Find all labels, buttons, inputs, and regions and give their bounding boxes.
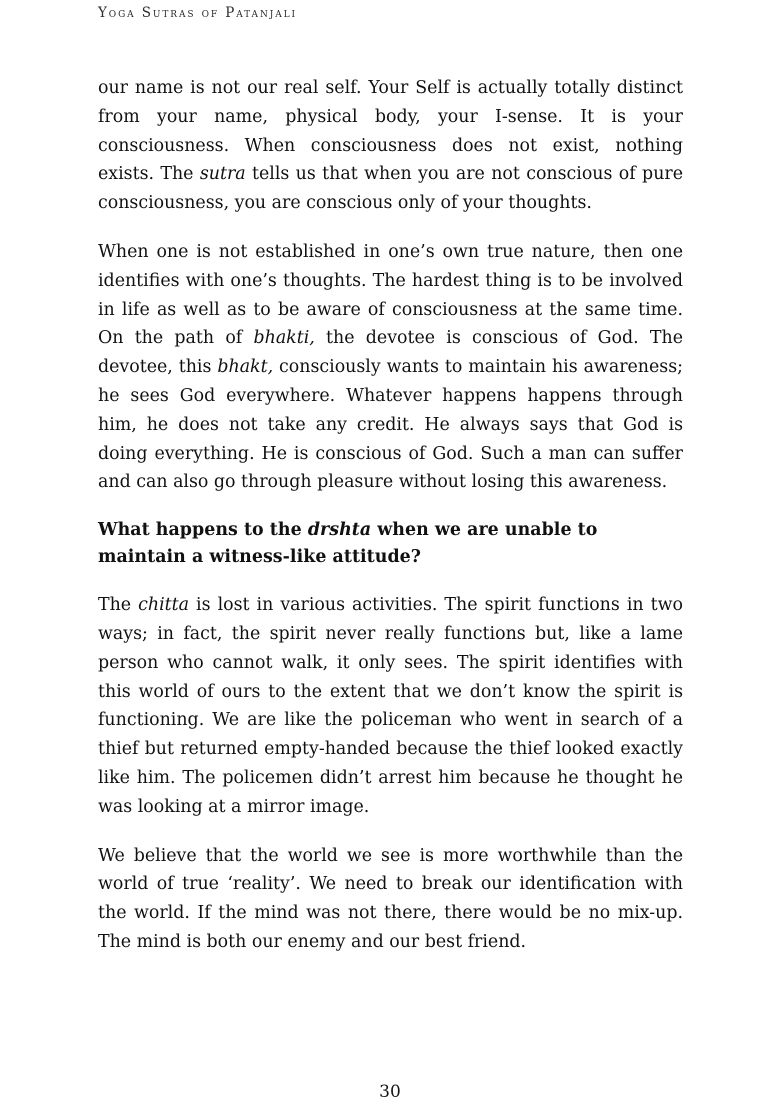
- paragraph-2-text-part-2: the devotee is conscious of God. The devotee, this: [98, 328, 683, 378]
- paragraph-1: [98, 74, 683, 218]
- paragraph-2-italic-bhakt: bhakt,: [217, 357, 274, 378]
- heading-text-part-2: when we are unable to maintain a witness-like attitude?: [98, 520, 598, 568]
- paragraph-3-text-part-1: The: [98, 595, 139, 616]
- paragraph-3: [98, 591, 683, 821]
- paragraph-2-text-part-3: consciously wants to maintain his awareness; he sees God everywhere. Whatever happens happens through him, he does not take any credit. He always says that God is doing everything. He is conscious of God. Such a man can suffer and can also go through pleasure without losing this awareness.: [98, 357, 683, 493]
- paragraph-4: [98, 842, 683, 957]
- paragraph-4-text-part-1: We believe that the world we see is more worthwhile than the world of true ‘reality’. We need to break our identification with the world. If the mind was not there, there would be no mix-up. The mind is both our enemy and our best friend.: [98, 845, 683, 952]
- heading-italic-drshta: drshta: [307, 520, 372, 541]
- paragraph-2: [98, 238, 683, 497]
- paragraph-1-text-part-2: tells us that when you are not conscious of pure consciousness, you are conscious only of your thoughts.: [98, 164, 683, 214]
- running-head: Yoga Sutras of Patanjali: [98, 5, 297, 21]
- heading-text-part-1: What happens to the: [98, 520, 308, 541]
- paragraph-3-text-part-2: is lost in various activities. The spirit functions in two ways; in fact, the spirit never really functions but, like a lame person who cannot walk, it only sees. The spirit identifies with this world of ours to the extent that we don’t know the spirit is functioning. We are like the policeman who went in search of a thief but returned empty-handed because the thief looked exactly like him. The policemen didn’t arrest him because he thought he was looking at a mirror image.: [98, 595, 683, 817]
- paragraph-2-italic-bhakti: bhakti,: [253, 328, 315, 349]
- paragraph-3-italic-chitta: chitta: [138, 595, 189, 616]
- paragraph-1-text-part-1: our name is not our real self. Your Self is actually totally distinct from your name, physical body, your I-sense. It is your consciousness. When consciousness does not exist, nothing exists. The: [98, 78, 683, 185]
- paragraph-1-italic-sutra: sutra: [199, 164, 246, 185]
- paragraph-2-text-part-1: When one is not established in one’s own true nature, then one identifies with one’s thoughts. The hardest thing is to be involved in life as well as to be aware of consciousness at the same time. On the path of: [98, 241, 683, 349]
- page-text-block: [98, 74, 683, 957]
- section-heading-question: [98, 517, 683, 571]
- page-number: 30: [379, 1082, 401, 1102]
